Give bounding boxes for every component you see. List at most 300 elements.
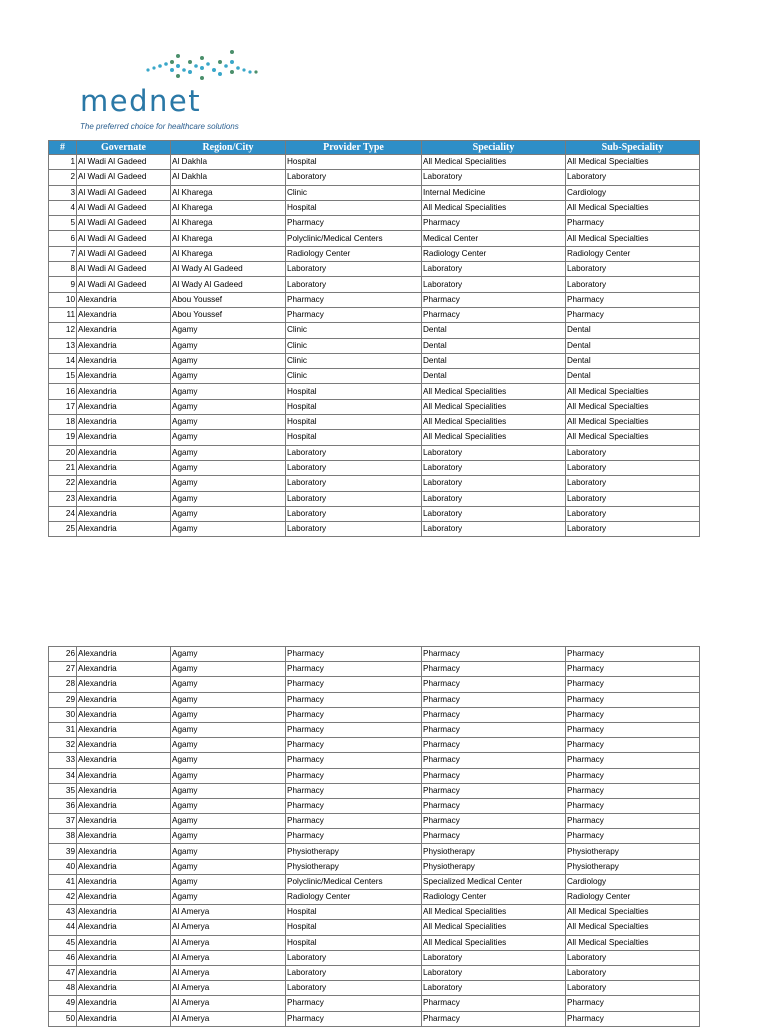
- sub-speciality-cell: Pharmacy: [566, 677, 700, 692]
- speciality-cell: Laboratory: [422, 262, 566, 277]
- governate-cell: Alexandria: [77, 292, 171, 307]
- row-number: 13: [49, 338, 77, 353]
- governate-cell: Alexandria: [77, 844, 171, 859]
- governate-cell: Alexandria: [77, 338, 171, 353]
- sub-speciality-cell: Pharmacy: [566, 814, 700, 829]
- governate-cell: Alexandria: [77, 1011, 171, 1026]
- provider-type-cell: Laboratory: [286, 277, 422, 292]
- speciality-cell: Internal Medicine: [422, 185, 566, 200]
- row-number: 6: [49, 231, 77, 246]
- sub-speciality-cell: All Medical Specialties: [566, 200, 700, 215]
- provider-type-cell: Laboratory: [286, 491, 422, 506]
- governate-cell: Alexandria: [77, 445, 171, 460]
- table-row: [49, 753, 700, 768]
- row-number: 44: [49, 920, 77, 935]
- provider-type-cell: Pharmacy: [286, 692, 422, 707]
- governate-cell: Alexandria: [77, 814, 171, 829]
- brand-name: mednet: [80, 84, 202, 118]
- governate-cell: Alexandria: [77, 384, 171, 399]
- mednet-logo: [78, 46, 288, 136]
- governate-cell: Alexandria: [77, 506, 171, 521]
- speciality-cell: Laboratory: [422, 476, 566, 491]
- table-row: [49, 677, 700, 692]
- sub-speciality-cell: All Medical Specialties: [566, 399, 700, 414]
- sub-speciality-cell: All Medical Specialties: [566, 415, 700, 430]
- provider-type-cell: Laboratory: [286, 965, 422, 980]
- row-number: 28: [49, 677, 77, 692]
- row-number: 9: [49, 277, 77, 292]
- governate-cell: Alexandria: [77, 768, 171, 783]
- provider-type-cell: Pharmacy: [286, 707, 422, 722]
- table-row: [49, 323, 700, 338]
- region-city-cell: Al Amerya: [171, 920, 286, 935]
- governate-cell: Alexandria: [77, 965, 171, 980]
- governate-cell: Alexandria: [77, 460, 171, 475]
- governate-cell: Alexandria: [77, 738, 171, 753]
- provider-type-cell: Laboratory: [286, 522, 422, 537]
- provider-type-cell: Hospital: [286, 935, 422, 950]
- row-number: 48: [49, 981, 77, 996]
- region-city-cell: Al Kharega: [171, 231, 286, 246]
- table-row: [49, 185, 700, 200]
- row-number: 17: [49, 399, 77, 414]
- governate-cell: Alexandria: [77, 859, 171, 874]
- sub-speciality-cell: Radiology Center: [566, 890, 700, 905]
- sub-speciality-cell: Dental: [566, 353, 700, 368]
- governate-cell: Alexandria: [77, 996, 171, 1011]
- region-city-cell: Agamy: [171, 814, 286, 829]
- region-city-cell: Agamy: [171, 783, 286, 798]
- table-row: [49, 981, 700, 996]
- table-row: [49, 662, 700, 677]
- table-row: [49, 231, 700, 246]
- row-number: 46: [49, 950, 77, 965]
- region-city-cell: Al Dakhla: [171, 170, 286, 185]
- region-city-cell: Al Kharega: [171, 185, 286, 200]
- table-row: [49, 200, 700, 215]
- row-number: 5: [49, 216, 77, 231]
- table-row: [49, 844, 700, 859]
- region-city-cell: Al Amerya: [171, 981, 286, 996]
- provider-type-cell: Hospital: [286, 155, 422, 170]
- speciality-cell: Dental: [422, 338, 566, 353]
- sub-speciality-cell: Physiotherapy: [566, 859, 700, 874]
- governate-cell: Alexandria: [77, 647, 171, 662]
- row-number: 16: [49, 384, 77, 399]
- speciality-cell: Pharmacy: [422, 783, 566, 798]
- row-number: 35: [49, 783, 77, 798]
- speciality-cell: Pharmacy: [422, 814, 566, 829]
- provider-type-cell: Clinic: [286, 369, 422, 384]
- speciality-cell: Physiotherapy: [422, 844, 566, 859]
- table-row: [49, 814, 700, 829]
- column-header-sub-speciality: Sub-Speciality: [566, 141, 700, 155]
- table-row: [49, 768, 700, 783]
- governate-cell: Alexandria: [77, 707, 171, 722]
- speciality-cell: Pharmacy: [422, 738, 566, 753]
- sub-speciality-cell: All Medical Specialties: [566, 155, 700, 170]
- table-row: [49, 965, 700, 980]
- row-number: 40: [49, 859, 77, 874]
- table-row: [49, 692, 700, 707]
- sub-speciality-cell: All Medical Specialties: [566, 920, 700, 935]
- governate-cell: Al Wadi Al Gadeed: [77, 231, 171, 246]
- table-row: [49, 783, 700, 798]
- table-row: [49, 859, 700, 874]
- table-row: [49, 890, 700, 905]
- provider-type-cell: Pharmacy: [286, 814, 422, 829]
- table-row: [49, 506, 700, 521]
- provider-type-cell: Pharmacy: [286, 996, 422, 1011]
- region-city-cell: Agamy: [171, 677, 286, 692]
- provider-type-cell: Polyclinic/Medical Centers: [286, 231, 422, 246]
- table-row: [49, 874, 700, 889]
- provider-type-cell: Laboratory: [286, 170, 422, 185]
- speciality-cell: Pharmacy: [422, 829, 566, 844]
- region-city-cell: Al Amerya: [171, 996, 286, 1011]
- speciality-cell: Dental: [422, 323, 566, 338]
- provider-type-cell: Pharmacy: [286, 768, 422, 783]
- speciality-cell: Pharmacy: [422, 647, 566, 662]
- table-row: [49, 905, 700, 920]
- table-row: [49, 246, 700, 261]
- speciality-cell: Pharmacy: [422, 753, 566, 768]
- sub-speciality-cell: Cardiology: [566, 874, 700, 889]
- region-city-cell: Al Kharega: [171, 246, 286, 261]
- region-city-cell: Agamy: [171, 369, 286, 384]
- governate-cell: Al Wadi Al Gadeed: [77, 200, 171, 215]
- region-city-cell: Al Amerya: [171, 1011, 286, 1026]
- row-number: 22: [49, 476, 77, 491]
- sub-speciality-cell: Dental: [566, 338, 700, 353]
- provider-type-cell: Laboratory: [286, 476, 422, 491]
- row-number: 43: [49, 905, 77, 920]
- sub-speciality-cell: Dental: [566, 323, 700, 338]
- provider-type-cell: Pharmacy: [286, 677, 422, 692]
- governate-cell: Alexandria: [77, 798, 171, 813]
- governate-cell: Alexandria: [77, 874, 171, 889]
- speciality-cell: Pharmacy: [422, 216, 566, 231]
- table-row: [49, 384, 700, 399]
- region-city-cell: Al Amerya: [171, 935, 286, 950]
- row-number: 26: [49, 647, 77, 662]
- provider-type-cell: Radiology Center: [286, 890, 422, 905]
- provider-type-cell: Pharmacy: [286, 292, 422, 307]
- row-number: 14: [49, 353, 77, 368]
- speciality-cell: Pharmacy: [422, 662, 566, 677]
- sub-speciality-cell: Laboratory: [566, 522, 700, 537]
- speciality-cell: Laboratory: [422, 460, 566, 475]
- row-number: 34: [49, 768, 77, 783]
- provider-type-cell: Clinic: [286, 338, 422, 353]
- table-row: [49, 647, 700, 662]
- region-city-cell: Agamy: [171, 384, 286, 399]
- table-row: [49, 399, 700, 414]
- provider-table-1: [48, 140, 700, 537]
- speciality-cell: Pharmacy: [422, 798, 566, 813]
- governate-cell: Al Wadi Al Gadeed: [77, 170, 171, 185]
- sub-speciality-cell: All Medical Specialties: [566, 905, 700, 920]
- speciality-cell: Pharmacy: [422, 996, 566, 1011]
- row-number: 20: [49, 445, 77, 460]
- sub-speciality-cell: All Medical Specialties: [566, 231, 700, 246]
- speciality-cell: Pharmacy: [422, 722, 566, 737]
- provider-type-cell: Physiotherapy: [286, 844, 422, 859]
- row-number: 8: [49, 262, 77, 277]
- sub-speciality-cell: Pharmacy: [566, 722, 700, 737]
- speciality-cell: All Medical Specialities: [422, 430, 566, 445]
- row-number: 12: [49, 323, 77, 338]
- row-number: 27: [49, 662, 77, 677]
- row-number: 31: [49, 722, 77, 737]
- provider-type-cell: Laboratory: [286, 981, 422, 996]
- governate-cell: Al Wadi Al Gadeed: [77, 246, 171, 261]
- region-city-cell: Agamy: [171, 415, 286, 430]
- region-city-cell: Al Amerya: [171, 950, 286, 965]
- governate-cell: Al Wadi Al Gadeed: [77, 262, 171, 277]
- sub-speciality-cell: Pharmacy: [566, 798, 700, 813]
- provider-type-cell: Clinic: [286, 185, 422, 200]
- table-body: [49, 155, 700, 537]
- table-row: [49, 829, 700, 844]
- row-number: 29: [49, 692, 77, 707]
- governate-cell: Alexandria: [77, 981, 171, 996]
- governate-cell: Alexandria: [77, 323, 171, 338]
- region-city-cell: Agamy: [171, 476, 286, 491]
- speciality-cell: Pharmacy: [422, 677, 566, 692]
- sub-speciality-cell: Pharmacy: [566, 783, 700, 798]
- sub-speciality-cell: Dental: [566, 369, 700, 384]
- region-city-cell: Agamy: [171, 859, 286, 874]
- sub-speciality-cell: Laboratory: [566, 476, 700, 491]
- sub-speciality-cell: Pharmacy: [566, 662, 700, 677]
- row-number: 42: [49, 890, 77, 905]
- provider-type-cell: Clinic: [286, 353, 422, 368]
- region-city-cell: Agamy: [171, 692, 286, 707]
- region-city-cell: Agamy: [171, 338, 286, 353]
- provider-type-cell: Pharmacy: [286, 216, 422, 231]
- governate-cell: Alexandria: [77, 920, 171, 935]
- speciality-cell: Pharmacy: [422, 707, 566, 722]
- sub-speciality-cell: Pharmacy: [566, 216, 700, 231]
- speciality-cell: All Medical Specialities: [422, 905, 566, 920]
- region-city-cell: Agamy: [171, 722, 286, 737]
- column-header-number: #: [49, 141, 77, 155]
- provider-type-cell: Pharmacy: [286, 647, 422, 662]
- table-row: [49, 950, 700, 965]
- region-city-cell: Agamy: [171, 522, 286, 537]
- provider-type-cell: Laboratory: [286, 506, 422, 521]
- table-row: [49, 170, 700, 185]
- provider-type-cell: Pharmacy: [286, 829, 422, 844]
- governate-cell: Al Wadi Al Gadeed: [77, 216, 171, 231]
- row-number: 33: [49, 753, 77, 768]
- provider-table-2: [48, 646, 700, 1027]
- region-city-cell: Agamy: [171, 506, 286, 521]
- provider-type-cell: Hospital: [286, 905, 422, 920]
- table-row: [49, 216, 700, 231]
- row-number: 38: [49, 829, 77, 844]
- governate-cell: Alexandria: [77, 783, 171, 798]
- speciality-cell: Medical Center: [422, 231, 566, 246]
- row-number: 49: [49, 996, 77, 1011]
- region-city-cell: Agamy: [171, 738, 286, 753]
- table-body: [49, 647, 700, 1027]
- row-number: 1: [49, 155, 77, 170]
- provider-type-cell: Pharmacy: [286, 1011, 422, 1026]
- provider-type-cell: Clinic: [286, 323, 422, 338]
- provider-type-cell: Hospital: [286, 430, 422, 445]
- region-city-cell: Abou Youssef: [171, 307, 286, 322]
- region-city-cell: Agamy: [171, 445, 286, 460]
- table-row: [49, 430, 700, 445]
- provider-type-cell: Hospital: [286, 415, 422, 430]
- table-row: [49, 476, 700, 491]
- table-row: [49, 491, 700, 506]
- brand-tagline: The preferred choice for healthcare solutions: [80, 122, 239, 131]
- governate-cell: Al Wadi Al Gadeed: [77, 277, 171, 292]
- table-row: [49, 415, 700, 430]
- speciality-cell: Pharmacy: [422, 768, 566, 783]
- speciality-cell: Physiotherapy: [422, 859, 566, 874]
- speciality-cell: Laboratory: [422, 965, 566, 980]
- region-city-cell: Abou Youssef: [171, 292, 286, 307]
- row-number: 4: [49, 200, 77, 215]
- speciality-cell: All Medical Specialities: [422, 920, 566, 935]
- governate-cell: Alexandria: [77, 476, 171, 491]
- speciality-cell: Pharmacy: [422, 692, 566, 707]
- governate-cell: Alexandria: [77, 662, 171, 677]
- speciality-cell: Laboratory: [422, 981, 566, 996]
- region-city-cell: Agamy: [171, 707, 286, 722]
- provider-type-cell: Physiotherapy: [286, 859, 422, 874]
- sub-speciality-cell: Laboratory: [566, 981, 700, 996]
- row-number: 23: [49, 491, 77, 506]
- region-city-cell: Agamy: [171, 430, 286, 445]
- region-city-cell: Agamy: [171, 662, 286, 677]
- row-number: 47: [49, 965, 77, 980]
- region-city-cell: Agamy: [171, 647, 286, 662]
- speciality-cell: Pharmacy: [422, 307, 566, 322]
- region-city-cell: Agamy: [171, 844, 286, 859]
- governate-cell: Alexandria: [77, 753, 171, 768]
- table-row: [49, 798, 700, 813]
- sub-speciality-cell: Laboratory: [566, 262, 700, 277]
- governate-cell: Alexandria: [77, 677, 171, 692]
- governate-cell: Alexandria: [77, 491, 171, 506]
- speciality-cell: Laboratory: [422, 491, 566, 506]
- provider-type-cell: Laboratory: [286, 950, 422, 965]
- provider-type-cell: Hospital: [286, 399, 422, 414]
- sub-speciality-cell: Laboratory: [566, 170, 700, 185]
- table-row: [49, 307, 700, 322]
- governate-cell: Alexandria: [77, 905, 171, 920]
- governate-cell: Alexandria: [77, 829, 171, 844]
- region-city-cell: Agamy: [171, 323, 286, 338]
- speciality-cell: Laboratory: [422, 445, 566, 460]
- governate-cell: Alexandria: [77, 890, 171, 905]
- row-number: 11: [49, 307, 77, 322]
- sub-speciality-cell: Pharmacy: [566, 768, 700, 783]
- row-number: 37: [49, 814, 77, 829]
- speciality-cell: All Medical Specialities: [422, 155, 566, 170]
- row-number: 30: [49, 707, 77, 722]
- provider-type-cell: Pharmacy: [286, 662, 422, 677]
- governate-cell: Alexandria: [77, 415, 171, 430]
- table-row: [49, 277, 700, 292]
- governate-cell: Alexandria: [77, 430, 171, 445]
- sub-speciality-cell: Pharmacy: [566, 996, 700, 1011]
- sub-speciality-cell: Laboratory: [566, 506, 700, 521]
- sub-speciality-cell: Laboratory: [566, 965, 700, 980]
- sub-speciality-cell: Pharmacy: [566, 738, 700, 753]
- row-number: 15: [49, 369, 77, 384]
- governate-cell: Alexandria: [77, 307, 171, 322]
- row-number: 39: [49, 844, 77, 859]
- speciality-cell: Laboratory: [422, 277, 566, 292]
- speciality-cell: Laboratory: [422, 522, 566, 537]
- table-row: [49, 445, 700, 460]
- sub-speciality-cell: Pharmacy: [566, 707, 700, 722]
- row-number: 18: [49, 415, 77, 430]
- speciality-cell: Radiology Center: [422, 890, 566, 905]
- column-header-provider-type: Provider Type: [286, 141, 422, 155]
- governate-cell: Alexandria: [77, 399, 171, 414]
- region-city-cell: Al Amerya: [171, 905, 286, 920]
- table-row: [49, 738, 700, 753]
- table-row: [49, 935, 700, 950]
- provider-type-cell: Pharmacy: [286, 798, 422, 813]
- sub-speciality-cell: Pharmacy: [566, 753, 700, 768]
- table-row: [49, 262, 700, 277]
- provider-type-cell: Pharmacy: [286, 738, 422, 753]
- sub-speciality-cell: Laboratory: [566, 491, 700, 506]
- provider-type-cell: Hospital: [286, 200, 422, 215]
- row-number: 36: [49, 798, 77, 813]
- sub-speciality-cell: Laboratory: [566, 445, 700, 460]
- region-city-cell: Agamy: [171, 753, 286, 768]
- column-header-speciality: Speciality: [422, 141, 566, 155]
- governate-cell: Alexandria: [77, 353, 171, 368]
- region-city-cell: Agamy: [171, 768, 286, 783]
- speciality-cell: Radiology Center: [422, 246, 566, 261]
- speciality-cell: Laboratory: [422, 170, 566, 185]
- speciality-cell: Laboratory: [422, 506, 566, 521]
- speciality-cell: All Medical Specialities: [422, 415, 566, 430]
- region-city-cell: Al Kharega: [171, 216, 286, 231]
- sub-speciality-cell: All Medical Specialties: [566, 935, 700, 950]
- sub-speciality-cell: Radiology Center: [566, 246, 700, 261]
- table-row: [49, 722, 700, 737]
- speciality-cell: Laboratory: [422, 950, 566, 965]
- region-city-cell: Al Amerya: [171, 965, 286, 980]
- speciality-cell: All Medical Specialities: [422, 384, 566, 399]
- sub-speciality-cell: Pharmacy: [566, 307, 700, 322]
- provider-type-cell: Pharmacy: [286, 722, 422, 737]
- region-city-cell: Al Wady Al Gadeed: [171, 277, 286, 292]
- speciality-cell: Pharmacy: [422, 1011, 566, 1026]
- speciality-cell: All Medical Specialities: [422, 399, 566, 414]
- speciality-cell: Specialized Medical Center: [422, 874, 566, 889]
- region-city-cell: Agamy: [171, 798, 286, 813]
- table-row: [49, 920, 700, 935]
- region-city-cell: Al Kharega: [171, 200, 286, 215]
- row-number: 21: [49, 460, 77, 475]
- table-row: [49, 353, 700, 368]
- row-number: 32: [49, 738, 77, 753]
- provider-type-cell: Radiology Center: [286, 246, 422, 261]
- governate-cell: Al Wadi Al Gadeed: [77, 185, 171, 200]
